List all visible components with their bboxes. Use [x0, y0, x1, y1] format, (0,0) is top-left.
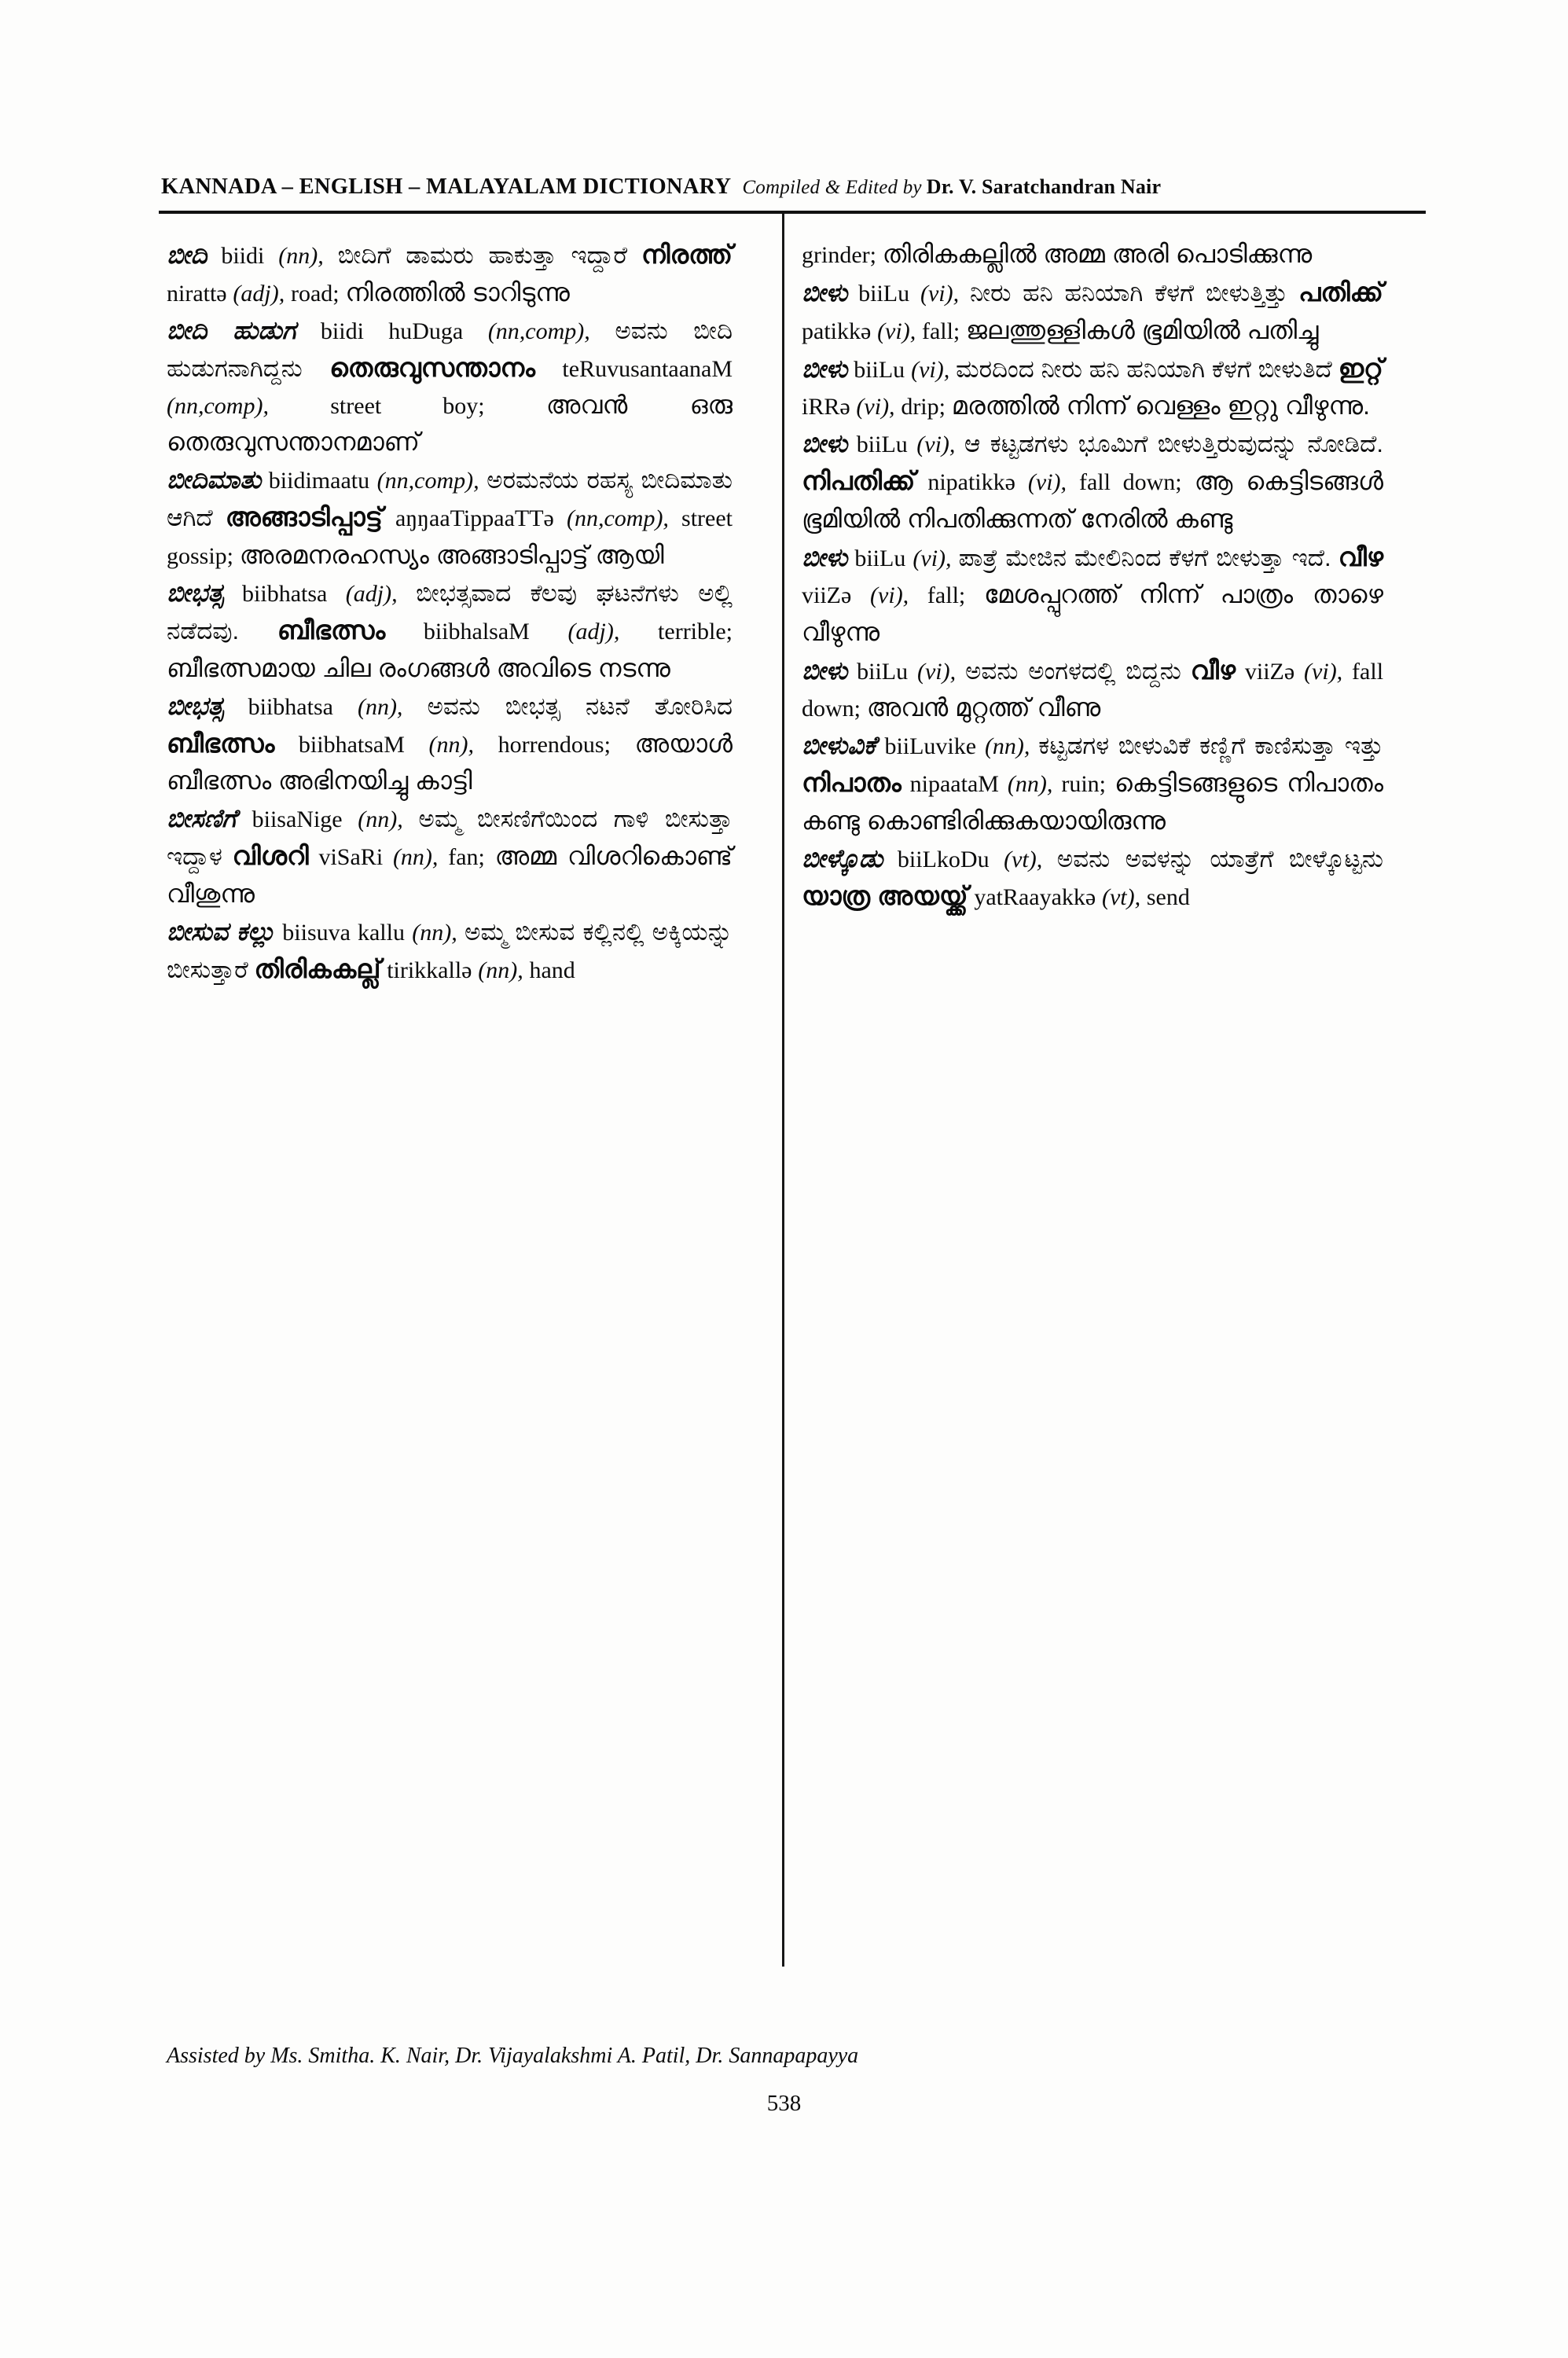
part-of-speech: (adj), — [345, 581, 398, 607]
malayalam-example: നിരത്തിൽ ടാറിടുന്നു — [345, 277, 570, 307]
headword-kannada: ಬೀಳು — [802, 278, 848, 307]
dictionary-entry — [802, 274, 1383, 349]
dictionary-entry — [802, 425, 1383, 538]
dictionary-entry — [167, 575, 733, 687]
dictionary-entry — [167, 913, 733, 989]
dictionary-entry — [802, 727, 1383, 839]
part-of-speech-malayalam: (nn), — [478, 957, 523, 983]
dictionary-entry — [167, 461, 733, 574]
page-number: 538 — [766, 2091, 802, 2116]
part-of-speech: (vi), — [913, 545, 952, 571]
part-of-speech: (nn,comp), — [376, 468, 479, 494]
kannada-example: ಅರಮನೆಯ ರಹಸ್ಯ ಬೀದಿಮಾತು ಆಗಿದೆ — [167, 466, 733, 532]
columns-container — [0, 236, 1568, 1973]
part-of-speech: (vi), — [911, 356, 950, 383]
headword-malayalam: നിപാതം — [802, 768, 902, 798]
part-of-speech: (vi), — [920, 281, 960, 307]
romanization: biiLu — [858, 281, 910, 307]
kannada-example: ಬೀಭತ್ಸವಾದ ಕೆಲವು ಘಟನೆಗಳು ಅಲ್ಲಿ ನಡೆದವು. — [167, 579, 733, 645]
kannada-example: ಬೀದಿಗೆ ಡಾಮರು ಹಾಕುತ್ತಾ ಇದ್ದಾರೆ — [337, 241, 628, 269]
headword-kannada: ಬೀದಿ — [167, 241, 207, 269]
headword-kannada: ಬೀಸಣಿಗೆ — [167, 804, 237, 833]
headword-malayalam: അങ്ങാടിപ്പാട്ട് — [225, 502, 383, 532]
romanization-malayalam: teRuvusantaanaM — [562, 355, 733, 382]
romanization-malayalam: viSaRi — [318, 844, 384, 871]
malayalam-example: അയാൾ ബീഭത്സം അഭിനയിച്ചു കാട്ടി — [167, 729, 733, 795]
english-gloss: horrendous; — [498, 731, 611, 758]
dictionary-entry — [167, 312, 733, 461]
headword-malayalam: വിശറി — [232, 841, 309, 871]
part-of-speech: (nn), — [984, 733, 1030, 760]
part-of-speech: (vt), — [1004, 846, 1043, 872]
malayalam-example: അവൻ ഒരു തെരുവുസന്താനമാണ് — [167, 391, 733, 457]
romanization: biiLkoDu — [897, 846, 990, 872]
part-of-speech-malayalam: (nn), — [392, 844, 439, 871]
kannada-example: ಅವನು ಅವಳನ್ನು ಯಾತ್ರೆಗೆ ಬೀಳ್ಕೊಟ್ಟನು — [1056, 844, 1384, 872]
romanization: biiLu — [857, 658, 909, 685]
malayalam-example: അരമനരഹസ്യം അങ്ങാടിപ്പാട്ട് ആയി — [239, 540, 664, 569]
romanization-malayalam: viiZə — [802, 582, 852, 609]
romanization: biisaNige — [252, 806, 343, 833]
headword-malayalam: വീഴ — [1338, 542, 1384, 571]
english-gloss: fan; — [448, 844, 485, 871]
malayalam-example: ആ കെട്ടിടങ്ങൾ ഭൂമിയിൽ നിപതിക്കുന്നത് നേരിൽ കണ്ടു — [802, 467, 1384, 533]
romanization-malayalam: nirattə — [167, 280, 227, 307]
english-gloss: fall; — [927, 582, 966, 609]
dictionary-entry — [167, 236, 733, 311]
part-of-speech-malayalam: (vi), — [856, 394, 895, 421]
headword-malayalam: വീഴ — [1190, 655, 1236, 685]
running-head-editor: Dr. V. Saratchandran Nair — [926, 175, 1162, 198]
romanization: biibhatsa — [248, 693, 333, 720]
dictionary-entry-continuation — [802, 236, 1383, 273]
kannada-example: ಅಮ್ಮ ಬೀಸುವ ಕಲ್ಲಿನಲ್ಲಿ ಅಕ್ಕಿಯನ್ನು ಬೀಸುತ್ತಾರೆ — [167, 917, 733, 983]
romanization-malayalam: nipaataM — [909, 771, 999, 798]
part-of-speech: (nn), — [358, 806, 403, 833]
malayalam-example: തിരികകല്ലിൽ അമ്മ അരി പൊടിക്കുന്നു — [882, 240, 1313, 268]
romanization-malayalam: patikkə — [802, 318, 872, 344]
headword-malayalam: ബീഭത്സം — [167, 728, 275, 758]
romanization: biibhatsa — [242, 581, 328, 607]
malayalam-example: അവൻ മുറ്റത്ത് വീണു — [866, 693, 1101, 722]
part-of-speech: (nn), — [412, 919, 457, 946]
romanization: biidi huDuga — [320, 318, 464, 344]
part-of-speech-malayalam: (vi), — [877, 318, 916, 344]
headword-malayalam: തിരികകല്ല് — [254, 953, 381, 983]
romanization-malayalam: nipatikkə — [927, 469, 1015, 496]
kannada-example: ಅವನು ಅಂಗಳದಲ್ಲಿ ಬಿದ್ದನು — [965, 656, 1181, 685]
english-gloss: ruin; — [1061, 771, 1106, 798]
kannada-example: ಅಮ್ಮ ಬೀಸಣಿಗೆಯಿಂದ ಗಾಳಿ ಬೀಸುತ್ತಾ ಇದ್ದಾಳ — [167, 805, 733, 871]
english-gloss: fall down; — [802, 658, 1384, 722]
part-of-speech: (vi), — [916, 432, 956, 458]
dictionary-entry — [802, 538, 1383, 651]
romanization: biiLu — [856, 432, 908, 458]
romanization-malayalam: iRRə — [802, 394, 850, 421]
headword-kannada: ಬೀಭತ್ಸ — [167, 691, 224, 720]
malayalam-example: ബീഭത്സമായ ചില രംഗങ്ങൾ അവിടെ നടന്നു — [167, 653, 670, 682]
part-of-speech-malayalam: (nn,comp), — [566, 505, 669, 532]
running-head — [161, 174, 1419, 200]
dictionary-entry — [802, 350, 1383, 425]
headword-malayalam: പതിക്ക് — [1298, 277, 1384, 307]
romanization-malayalam: biibhalsaM — [423, 619, 530, 645]
headword-malayalam: തെരുവുസന്താനം — [329, 352, 535, 382]
kannada-example: ಅವನು ಬೀಭತ್ಸ ನಟನೆ ತೋರಿಸಿದ — [427, 692, 733, 720]
romanization: biidimaatu — [268, 468, 370, 494]
english-gloss: drip; — [901, 394, 946, 421]
header-rule — [159, 211, 1426, 214]
right-column — [802, 236, 1383, 915]
headword-kannada: ಬೀಳುವಿಕೆ — [802, 731, 876, 760]
romanization-malayalam: yatRaayakkə — [974, 883, 1096, 910]
romanization: biiLu — [854, 545, 906, 571]
running-head-title: KANNADA – ENGLISH – MALAYALAM DICTIONARY — [161, 174, 732, 199]
part-of-speech-malayalam: (nn,comp), — [167, 393, 269, 420]
headword-malayalam: ഇറ്റ് — [1338, 353, 1384, 383]
romanization-malayalam: biibhatsaM — [298, 731, 405, 758]
english-gloss: fall down; — [1078, 469, 1182, 496]
assisted-by-note: Assisted by Ms. Smitha. K. Nair, Dr. Vijayalakshmi A. Patil, Dr. Sannapapayya — [167, 2044, 859, 2068]
part-of-speech-malayalam: (nn), — [1007, 771, 1053, 798]
headword-kannada: ಬೀಳು — [802, 542, 848, 571]
part-of-speech-malayalam: (nn), — [428, 731, 474, 758]
dictionary-entry — [167, 800, 733, 913]
english-gloss: terrible; — [658, 619, 733, 645]
malayalam-example: ജലത്തുള്ളികൾ ഭൂമിയിൽ പതിച്ചു — [966, 315, 1319, 344]
part-of-speech: (nn), — [278, 243, 324, 269]
romanization: biidi — [221, 243, 265, 269]
english-gloss: hand — [529, 957, 575, 983]
headword-kannada: ಬೀಳ್ಕೊಡು — [802, 843, 883, 872]
dictionary-entry — [802, 652, 1383, 727]
romanization: biiLuvike — [884, 733, 977, 760]
headword-kannada: ಬೀಳು — [802, 354, 848, 383]
part-of-speech-malayalam: (vi), — [870, 582, 909, 609]
kannada-example: ನೀರು ಹನಿ ಹನಿಯಾಗಿ ಕೆಳಗೆ ಬೀಳುತ್ತಿತ್ತು — [970, 279, 1288, 307]
part-of-speech-malayalam: (vi), — [1304, 658, 1343, 685]
part-of-speech: (vi), — [917, 658, 957, 685]
headword-kannada: ಬೀಸುವ ಕಲ್ಲು — [167, 916, 275, 946]
headword-malayalam: യാത്ര അയയ്ക്ക് — [802, 880, 968, 910]
romanization-malayalam: tirikkallə — [387, 957, 472, 983]
english-gloss: send — [1146, 883, 1190, 910]
romanization: biiLu — [854, 356, 905, 383]
part-of-speech-malayalam: (vt), — [1101, 883, 1141, 910]
left-column — [167, 236, 733, 988]
romanization: biisuva kallu — [282, 919, 405, 946]
english-gloss: street boy; — [330, 393, 485, 420]
malayalam-example: മേശപ്പുറത്ത് നിന്ന് പാത്രം താഴെ വീഴുന്നു — [802, 580, 1384, 646]
part-of-speech-malayalam: (adj), — [233, 280, 285, 307]
headword-kannada: ಬೀದಿಮಾತು — [167, 465, 262, 494]
headword-kannada: ಬೀಳು — [802, 429, 848, 458]
headword-malayalam: നിപതിക്ക് — [802, 466, 916, 496]
headword-malayalam: ബീഭത്സം — [277, 615, 386, 645]
dictionary-entry — [802, 840, 1383, 916]
english-gloss: grinder; — [802, 242, 876, 268]
headword-malayalam: നിരത്ത് — [641, 240, 733, 269]
part-of-speech: (nn,comp), — [487, 318, 590, 344]
running-head-compiled-label: Compiled & Edited by — [742, 177, 922, 198]
headword-kannada: ಬೀಳು — [802, 656, 848, 685]
dictionary-entry — [167, 688, 733, 800]
part-of-speech: (nn), — [357, 693, 403, 720]
headword-kannada: ಬೀಭತ್ಸ — [167, 578, 224, 607]
kannada-example: ಪಾತ್ರೆ ಮೇಜಿನ ಮೇಲಿನಿಂದ ಕೆಳಗೆ ಬೀಳುತ್ತಾ ಇದೆ. — [958, 543, 1331, 571]
malayalam-example: കെട്ടിടങ്ങളുടെ നിപാതം കണ്ടു കൊണ്ടിരിക്കുകയായിരുന്നു — [802, 769, 1383, 835]
romanization-malayalam: viiZə — [1244, 658, 1295, 685]
english-gloss: fall; — [921, 318, 960, 344]
malayalam-example: മരത്തിൽ നിന്ന് വെള്ളം ഇറ്റു വീഴുന്നു. — [951, 391, 1370, 421]
romanization-malayalam: aŋŋaaTippaaTTə — [395, 505, 554, 532]
kannada-example: ಕಟ್ಟಡಗಳ ಬೀಳುವಿಕೆ ಕಣ್ಣಿಗೆ ಕಾಣಿಸುತ್ತಾ ಇತ್ತು — [1038, 732, 1384, 760]
kannada-example: ಆ ಕಟ್ಟಡಗಳು ಭೂಮಿಗೆ ಬೀಳುತ್ತಿರುವುದನ್ನು ನೋಡಿದೆ. — [964, 430, 1383, 458]
malayalam-example: അമ്മ വിശറികൊണ്ട് വീശുന്നു — [167, 842, 733, 908]
part-of-speech-malayalam: (vi), — [1027, 469, 1067, 496]
kannada-example: ಮರದಿಂದ ನೀರು ಹನಿ ಹನಿಯಾಗಿ ಕೆಳಗೆ ಬೀಳುತಿದೆ — [956, 354, 1332, 383]
english-gloss: road; — [290, 280, 340, 307]
headword-kannada: ಬೀದಿ ಹುಡುಗ — [167, 315, 296, 344]
kannada-example: ಅವನು ಬೀದಿ ಹುಡುಗನಾಗಿದ್ದನು — [167, 316, 733, 382]
english-gloss: street gossip; — [167, 505, 733, 569]
part-of-speech-malayalam: (adj), — [567, 619, 620, 645]
